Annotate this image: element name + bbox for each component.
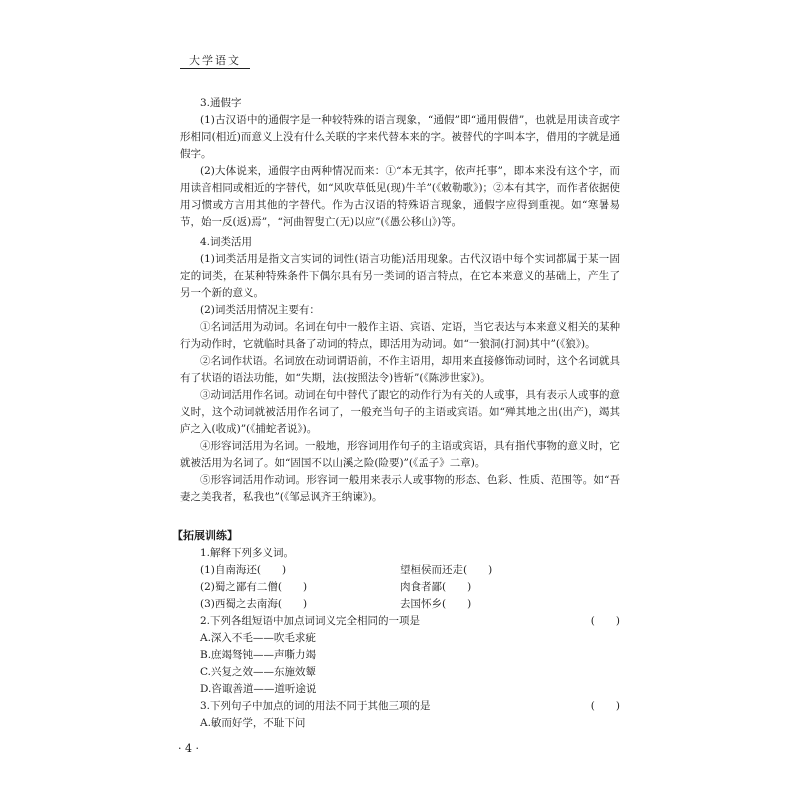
list-item: ①名词活用为动词。名词在句中一般作主语、宾语、定语，当它表达与本来意义相关的某种行为动作时，它就临时具备了动词的特点，即活用为动词。如“一狼洞(打洞)其中”(《狼》)。 [180, 321, 620, 350]
answer-paren: ( ) [590, 615, 620, 627]
question-row [200, 596, 620, 613]
option: C.兴复之效——东施效颦 [200, 666, 316, 678]
section-heading: 3.通假字 [200, 97, 242, 109]
paragraph: (2)大体说来，通假字由两种情况而来：①“本无其字，依声托事”，即本来没有这个字，而用读音相同或相近的字替代，如“风吹草低见(现)牛羊”(《敕勒歌》)；②本有其字，而作者依据使用习惯或方言用其他的字替代。作为古汉语的特殊语言现象，通假字应得到重视。如“寒暑易节，始一反(返)焉”，“河曲智叟亡(无)以应”(《愚公移山》)等。 [180, 165, 620, 228]
option: A.敏而好学，不耻下问 [200, 717, 306, 729]
question-row [200, 562, 620, 579]
question-item: 肉食者鄙( ) [400, 581, 472, 593]
exercise-block [200, 545, 620, 732]
exercise-title: 【拓展训练】 [172, 529, 238, 542]
running-header: 大学语文 [189, 54, 241, 67]
paragraph: (2)词类活用情况主要有： [200, 304, 320, 316]
page-number: · 4 · [178, 742, 199, 755]
section-heading: 4.词类活用 [200, 236, 253, 248]
question-1: 1.解释下列多义词。 [200, 547, 295, 559]
question-row [200, 579, 620, 596]
question-item: (1)自南海还( ) [200, 564, 287, 576]
list-item: ④形容词活用为名词。一般地，形容词用作句子的主语或宾语，具有指代事物的意义时，它就被活用为名词了。如“固国不以山溪之险(险要)”(《孟子》二章)。 [180, 440, 620, 469]
option: D.咨诹善道——道听途说 [200, 683, 317, 695]
question-2 [200, 613, 620, 630]
paragraph: (1)词类活用是指文言实词的词性(语言功能)活用现象。古代汉语中每个实词都属于某一固定的词类，在某种特殊条件下偶尔具有另一类词的语言特点，在它本来意义的基础上，产生了另一个新的意义。 [180, 253, 620, 299]
paragraph: (1)古汉语中的通假字是一种较特殊的语言现象，“通假”即“通用假借”，也就是用读音或字形相同(相近)而意义上没有什么关联的字来代替本来的字。被替代的字叫本字，借用的字就是通假字。 [180, 114, 620, 160]
question-item: 望桓侯而还走( ) [400, 564, 493, 576]
main-text [180, 95, 620, 506]
question-item: (2)蜀之鄙有二僧( ) [200, 581, 308, 593]
list-item: ⑤形容词活用作动词。形容词一般用来表示人或事物的形态、色彩、性质、范围等。如“吾妻之美我者，私我也”(《邹忌讽齐王纳谏》)。 [180, 474, 620, 503]
question-stem: 2.下列各组短语中加点词词义完全相同的一项是 [200, 615, 421, 627]
answer-paren: ( ) [590, 700, 620, 712]
question-item: 去国怀乡( ) [400, 598, 472, 610]
question-3 [200, 698, 620, 715]
option: B.庶竭驽钝——声嘶力竭 [200, 649, 317, 661]
question-item: (3)西蜀之去南海( ) [200, 598, 308, 610]
option: A.深入不毛——吹毛求疵 [200, 632, 316, 644]
question-stem: 3.下列句子中加点的词的用法不同于其他三项的是 [200, 700, 431, 712]
list-item: ③动词活用作名词。动词在句中替代了跟它的动作行为有关的人或事，具有表示人或事的意义时，这个动词就被活用作名词了，一般充当句子的主语或宾语。如“殚其地之出(出产)，竭其庐之入(收成)”(《捕蛇者说》)。 [180, 389, 620, 435]
list-item: ②名词作状语。名词放在动词谓语前，不作主语用，却用来直接修饰动词时，这个名词就具有了状语的语法功能，如“失期，法(按照法令)皆斩”(《陈涉世家》)。 [180, 355, 620, 384]
header-rule [180, 68, 250, 69]
